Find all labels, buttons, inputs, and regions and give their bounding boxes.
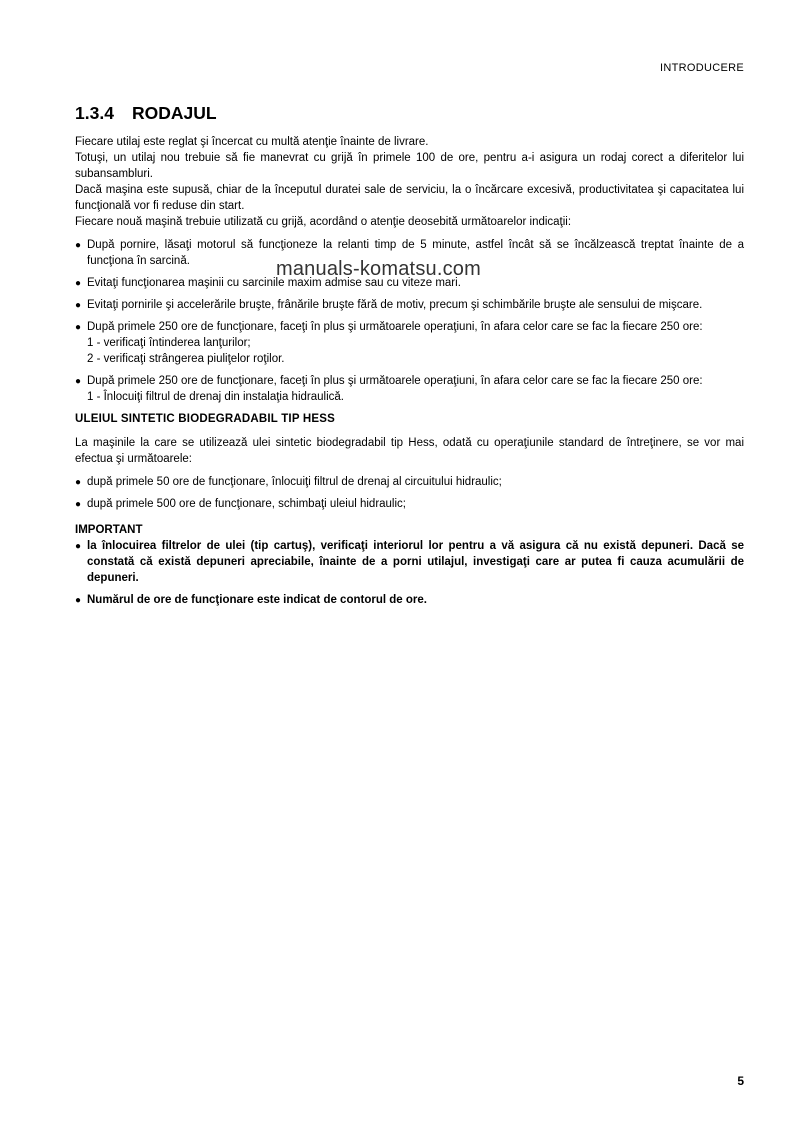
list-item-text: după primele 500 ore de funcţionare, schimbaţi uleiul hidraulic; — [87, 498, 406, 510]
section-title: RODAJUL — [132, 103, 217, 123]
list-item-text: după primele 50 ore de funcţionare, înlocuiţi filtrul de drenaj al circuitului hidraulic; — [87, 476, 502, 488]
list-item-text: Numărul de ore de funcţionare este indicat de contorul de ore. — [87, 594, 427, 606]
bullet-icon: ● — [75, 278, 82, 289]
list-item-text: Evitaţi funcţionarea maşinii cu sarcinile maxim admise sau cu viteze mari. — [87, 277, 461, 289]
bullet-icon: ● — [75, 499, 82, 510]
list-item-text: la înlocuirea filtrelor de ulei (tip cartuş), verificaţi interiorul lor pentru a vă asigura că nu există depuneri. Dacă se constată că există depuneri apreciabile, înainte de a porni utilajul, investigaţi care ar putea fi cauza acumulării de depuneri. — [87, 540, 744, 584]
important-list — [75, 538, 744, 608]
list-item — [75, 474, 744, 490]
bullet-icon: ● — [75, 541, 82, 552]
intro-paragraph: Dacă maşina este supusă, chiar de la începutul duratei sale de serviciu, la o încărcare excesivă, productivitatea şi capacitatea lui funcţională vor fi reduse din start. — [75, 184, 744, 212]
list-subitem: 2 - verificaţi strângerea piuliţelor roţilor. — [87, 353, 285, 365]
intro-paragraph: Totuşi, un utilaj nou trebuie să fie manevrat cu grijă în primele 100 de ore, pentru a-i asigura un rodaj corect a diferitelor lui subansambluri. — [75, 152, 744, 180]
page-number: 5 — [737, 1074, 744, 1088]
oil-section-intro: La maşinile la care se utilizează ulei sintetic biodegradabil tip Hess, odată cu operaţiunile standard de întreţinere, se vor mai efectua şi următoarele: — [75, 437, 744, 465]
list-item — [75, 319, 744, 367]
bullet-icon: ● — [75, 477, 82, 488]
bullet-icon: ● — [75, 322, 82, 333]
bullet-icon: ● — [75, 376, 82, 387]
list-item-text: Evitaţi pornirile şi accelerările bruşte, frânările bruşte fără de motiv, precum şi schimbările bruşte ale sensului de mişcare. — [87, 299, 703, 311]
list-item — [75, 297, 744, 313]
list-item — [75, 373, 744, 405]
list-item-text: După primele 250 ore de funcţionare, faceţi în plus şi următoarele operaţiuni, în afara celor care se fac la fiecare 250 ore: — [87, 375, 703, 387]
list-item-text: După primele 250 ore de funcţionare, faceţi în plus şi următoarele operaţiuni, în afara celor care se fac la fiecare 250 ore: — [87, 321, 703, 333]
important-title: IMPORTANT — [75, 524, 143, 536]
running-header: INTRODUCERE — [660, 62, 744, 74]
list-subitem: 1 - Înlocuiţi filtrul de drenaj din instalaţia hidraulică. — [87, 391, 344, 403]
list-item — [75, 592, 744, 608]
page-content — [75, 102, 744, 614]
intro-paragraph: Fiecare utilaj este reglat şi încercat cu multă atenţie înainte de livrare. — [75, 136, 429, 148]
list-item — [75, 496, 744, 512]
intro-paragraph: Fiecare nouă maşină trebuie utilizată cu grijă, acordând o atenţie deosebită următoarelor indicaţii: — [75, 216, 572, 228]
oil-list — [75, 474, 744, 512]
section-number: 1.3.4 — [75, 103, 114, 123]
oil-section-title: ULEIUL SINTETIC BIODEGRADABIL TIP HESS — [75, 413, 335, 425]
watermark: manuals-komatsu.com — [276, 258, 481, 280]
list-item — [75, 538, 744, 586]
bullet-icon: ● — [75, 300, 82, 311]
list-subitem: 1 - verificaţi întinderea lanţurilor; — [87, 337, 251, 349]
bullet-icon: ● — [75, 595, 82, 606]
section-heading — [75, 102, 744, 124]
bullet-icon: ● — [75, 240, 82, 251]
list-item-text: După pornire, lăsaţi motorul să funcţioneze la relanti timp de 5 minute, astfel încât să se încălzească treptat înainte de a funcţiona în sarcină. — [87, 239, 744, 267]
